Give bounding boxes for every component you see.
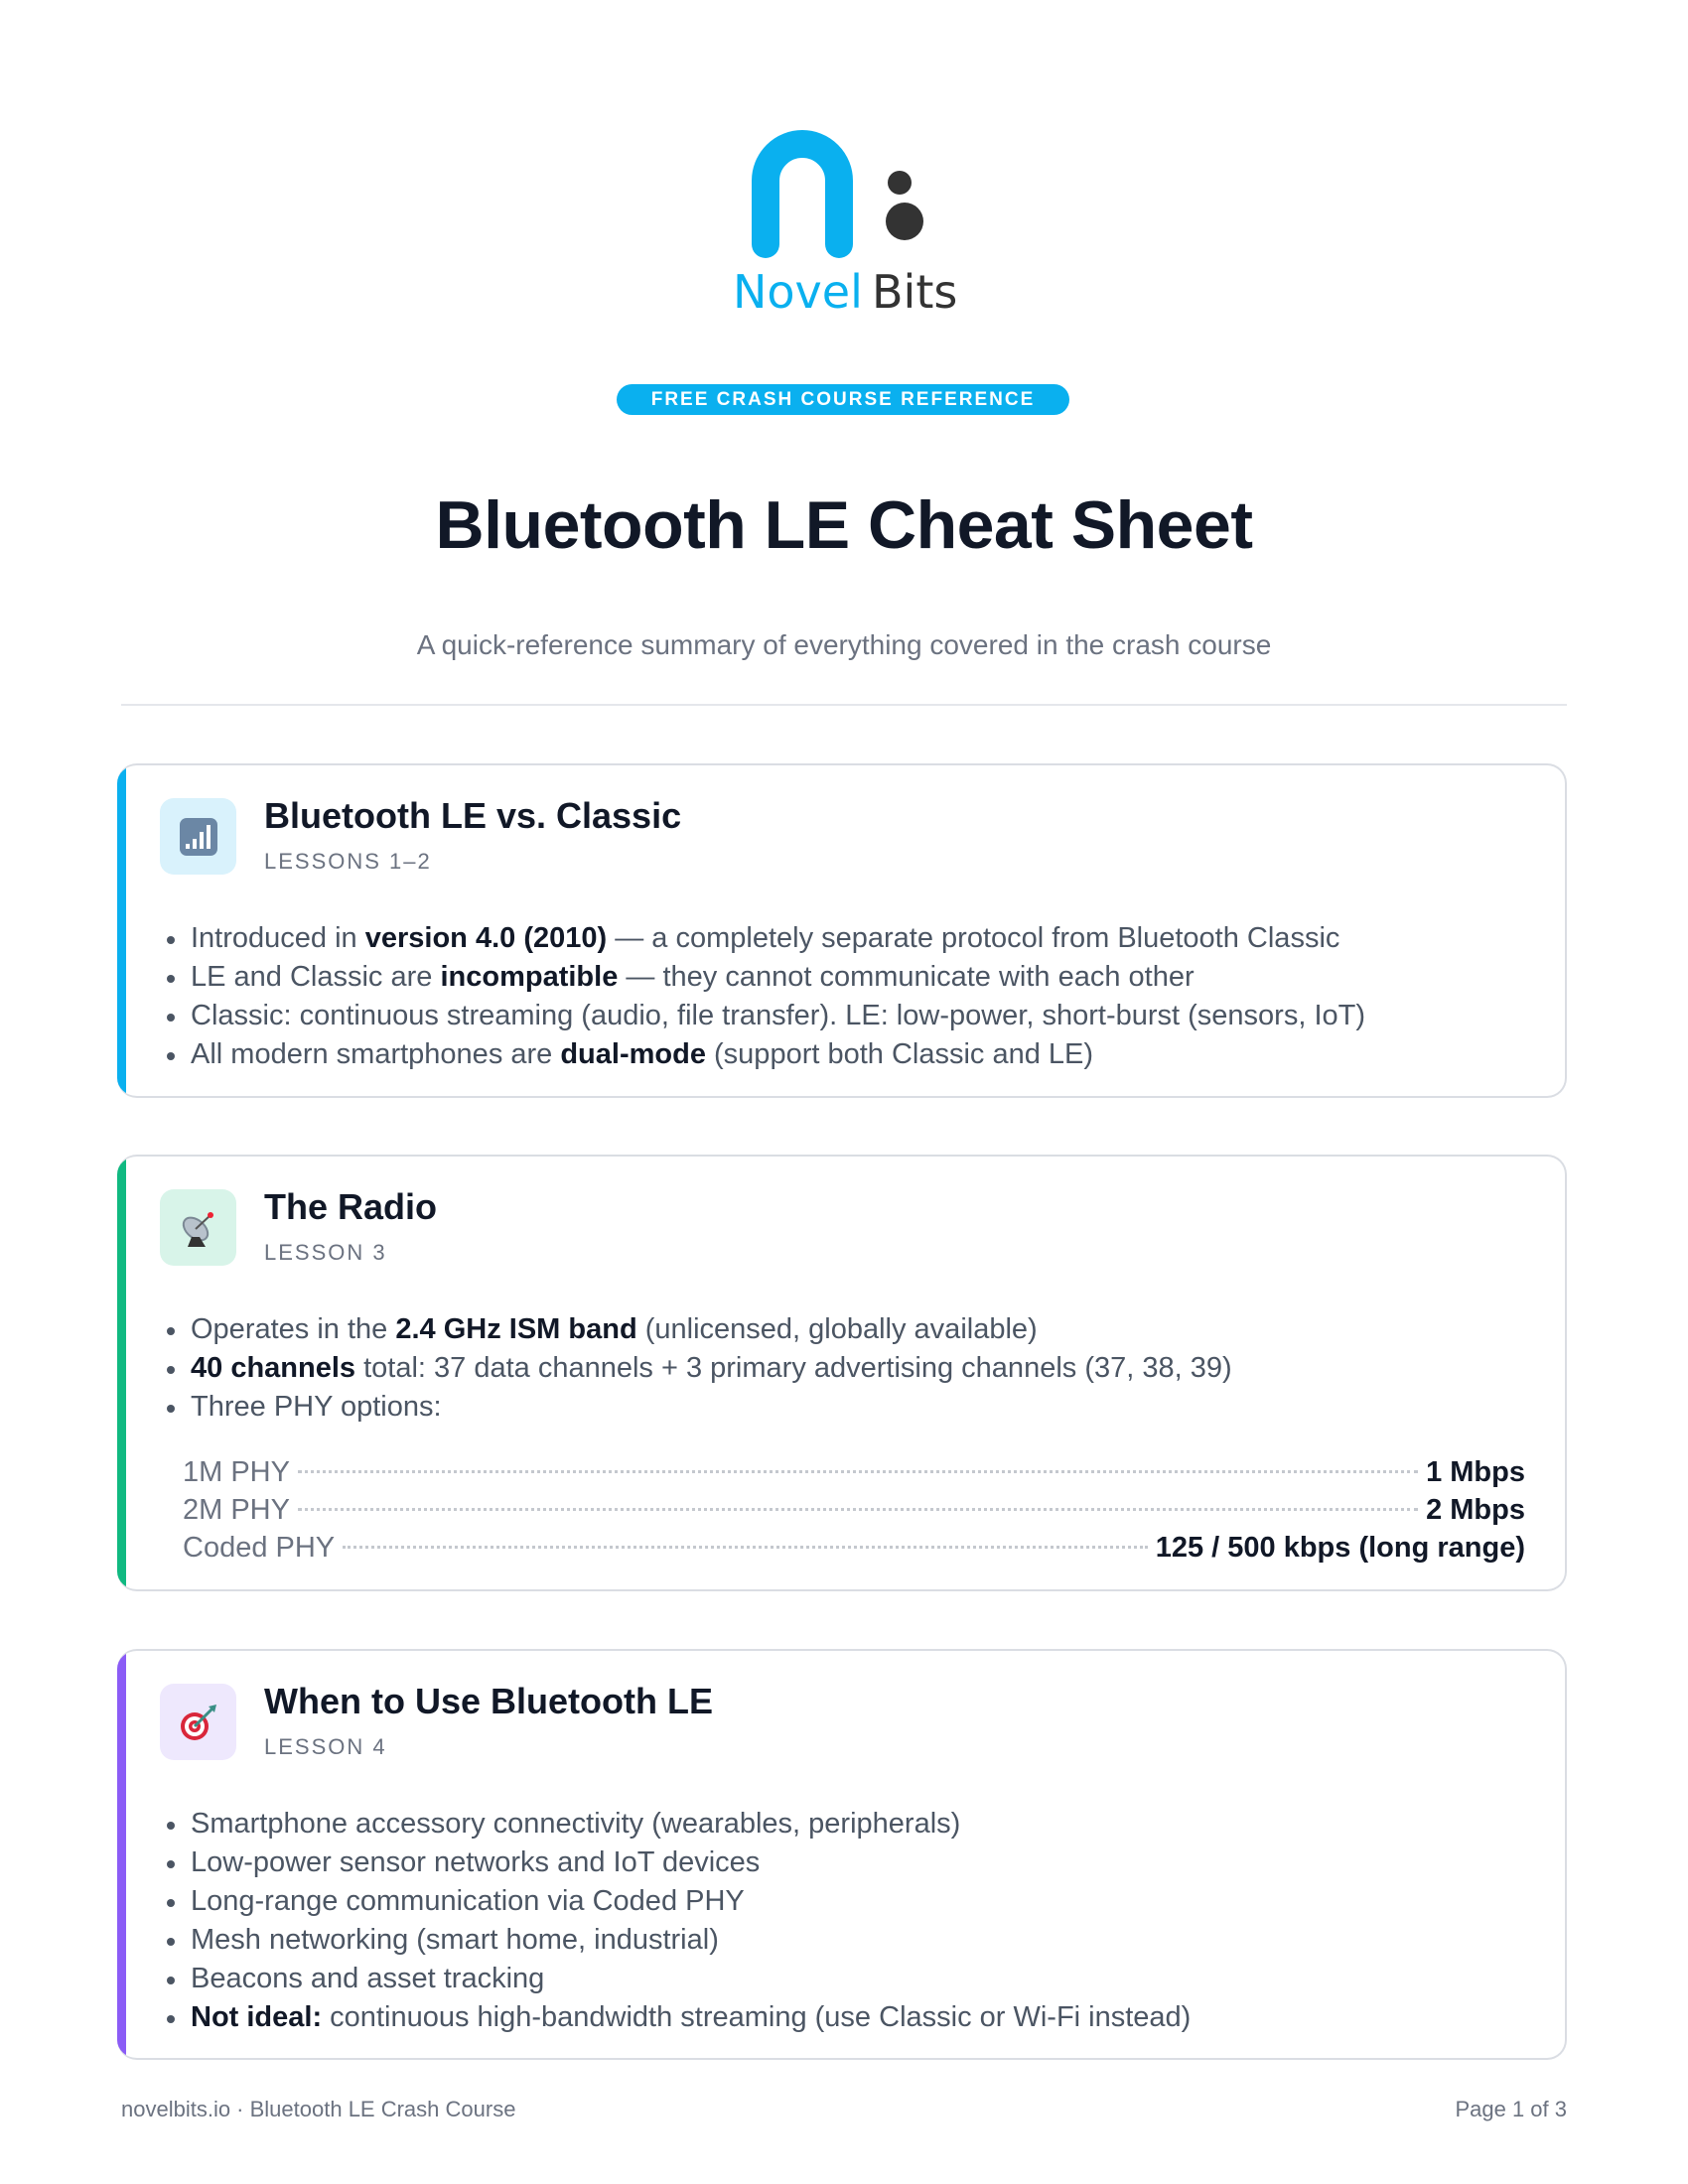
card-title: When to Use Bluetooth LE <box>264 1681 713 1721</box>
phy-row-1m <box>183 1456 1525 1494</box>
lesson-label: LESSON 3 <box>264 1240 387 1265</box>
list-item: Smartphone accessory connectivity (wearables, peripherals) <box>191 1805 1191 1843</box>
page-title: Bluetooth LE Cheat Sheet <box>435 487 1253 563</box>
card-accent <box>117 765 126 1096</box>
dot-leader <box>298 1470 1418 1473</box>
target-icon <box>160 1684 236 1760</box>
list-item: 40 channels total: 37 data channels + 3 primary advertising channels (37, 38, 39) <box>191 1349 1232 1388</box>
phy-name: 2M PHY <box>183 1494 290 1526</box>
svg-text:Bits: Bits <box>872 265 958 318</box>
phy-name: Coded PHY <box>183 1532 336 1564</box>
card-accent <box>117 1157 126 1589</box>
page-number: Page 1 of 3 <box>1455 2097 1567 2121</box>
phy-row-coded <box>183 1532 1525 1570</box>
phy-value: 2 Mbps <box>1426 1494 1525 1526</box>
list-item: Low-power sensor networks and IoT devices <box>191 1843 1191 1882</box>
card-le-vs-classic <box>117 763 1567 1098</box>
satellite-dish-icon <box>160 1189 236 1266</box>
bullet-list <box>167 1805 1191 2037</box>
list-item: Three PHY options: <box>191 1388 1232 1427</box>
phy-value: 125 / 500 kbps (long range) <box>1155 1532 1525 1564</box>
list-item: Long-range communication via Coded PHY <box>191 1882 1191 1921</box>
card-the-radio <box>117 1155 1567 1591</box>
list-item: Mesh networking (smart home, industrial) <box>191 1921 1191 1960</box>
lesson-label: LESSON 4 <box>264 1734 387 1759</box>
crash-course-badge: FREE CRASH COURSE REFERENCE <box>617 384 1069 415</box>
dot-leader <box>298 1508 1418 1511</box>
card-title: Bluetooth LE vs. Classic <box>264 795 682 836</box>
dot-leader <box>343 1546 1148 1549</box>
novel-bits-logo <box>731 119 961 318</box>
list-item: Beacons and asset tracking <box>191 1960 1191 1998</box>
phy-row-2m <box>183 1494 1525 1532</box>
svg-text:Novel: Novel <box>733 265 863 318</box>
card-accent <box>117 1651 126 2058</box>
lesson-label: LESSONS 1–2 <box>264 849 432 874</box>
list-item: Not ideal: continuous high-bandwidth streaming (use Classic or Wi-Fi instead) <box>191 1998 1191 2037</box>
bullet-list <box>167 919 1365 1074</box>
phy-name: 1M PHY <box>183 1456 290 1488</box>
card-when-to-use <box>117 1649 1567 2060</box>
footer-source: novelbits.io · Bluetooth LE Crash Course <box>121 2097 516 2121</box>
divider <box>121 704 1567 706</box>
signal-bars-icon <box>160 798 236 875</box>
list-item: Introduced in version 4.0 (2010) — a completely separate protocol from Bluetooth Classic <box>191 919 1365 958</box>
bullet-list <box>167 1310 1232 1427</box>
list-item: Operates in the 2.4 GHz ISM band (unlicensed, globally available) <box>191 1310 1232 1349</box>
page-subtitle: A quick-reference summary of everything covered in the crash course <box>416 629 1272 660</box>
list-item: All modern smartphones are dual-mode (support both Classic and LE) <box>191 1035 1365 1074</box>
list-item: Classic: continuous streaming (audio, file transfer). LE: low-power, short-burst (sensors, IoT) <box>191 997 1365 1035</box>
phy-value: 1 Mbps <box>1426 1456 1525 1488</box>
list-item: LE and Classic are incompatible — they cannot communicate with each other <box>191 958 1365 997</box>
card-title: The Radio <box>264 1186 438 1227</box>
